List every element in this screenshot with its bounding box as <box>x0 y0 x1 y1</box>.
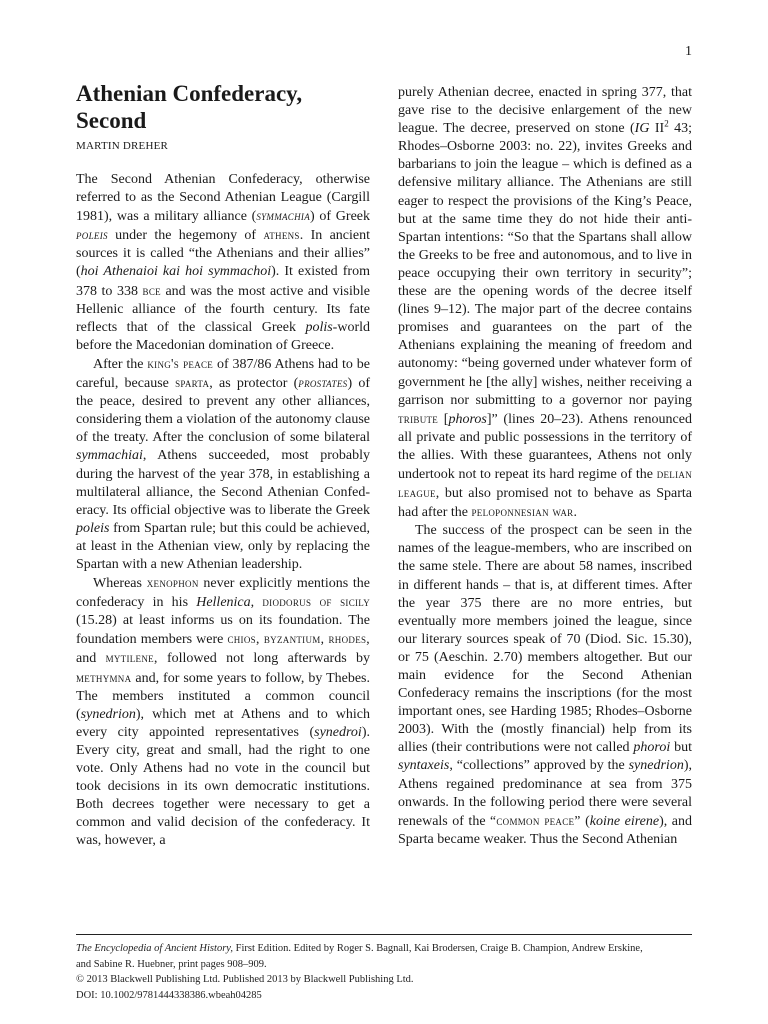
italic-term: synedroi <box>314 724 362 740</box>
italic-term: syntaxeis <box>398 758 450 774</box>
citation-footer <box>76 941 696 1003</box>
cross-reference: delian league <box>398 465 692 501</box>
italic-term: synedrion <box>628 758 684 774</box>
page-number: 1 <box>685 44 692 59</box>
paragraph: After the king's peace of 387/86 Athens had to be careful, because sparta, as protector (prostates) of the peace, desired to prevent any other alliances, considering them a violation of the autonomy clause of the treaty. After the conclusion of some bilateral symmachiai, Athens succeeded, most probably during the harvest of the year 378, in establishing a multilateral alliance, the Second Athenian Confederacy. Its official objective was to liberate the Greek poleis from Spartan rule; but this could be achieved, at least in the Athenian view, only by replacing the Spartan with a new Athenian leadership. <box>76 355 370 572</box>
cross-reference: xenophon <box>146 575 199 591</box>
left-column <box>76 171 370 850</box>
doi-line[interactable]: DOI: 10.1002/9781444338386.wbeah04285 <box>76 989 262 1001</box>
cross-reference: tribute <box>398 410 439 426</box>
paragraph: Whereas xenophon never explicitly mentions the confederacy in his Hellenica, diodorus of sicily (15.28) at least informs us on its foundation. The foundation members were chios, byzantium, rhodes, and mytilene, followed not long afterwards by methymna and, for some years to follow, by Thebes. The members instituted a common council (synedrion), which met at Athens and to which every city appointed representatives (synedroi). Every city, great and small, had the right to one vote. Only Athens had no vote in the council but took decisions in its own democratic institutions. Both decrees together were necessary to get a common and valid decision of the confederacy. It was, however, a <box>76 575 371 849</box>
cross-reference: mytilene, <box>105 650 158 666</box>
paragraph: The Second Athenian Confederacy, otherwise referred to as the Second Athenian League (Cargill 1981), was a military alliance (symmachia) of Greek poleis under the hegemony of athens. In ancient sources it is called “the Athenians and their allies” (hoi Athenaioi kai hoi symmachoi). It existed from 378 to 338 bce and was the most active and visible Hellenic alliance of the fourth century. Its fate reflects that of the classical Greek polis-world before the Macedonian domination of Greece. <box>76 172 370 353</box>
cross-reference: athens <box>263 227 300 243</box>
italic-term: koine eirene <box>589 813 660 829</box>
italic-term: symmachiai <box>76 448 143 464</box>
footer-divider <box>76 934 692 935</box>
edition-editors: First Edition. Edited by Roger S. Bagnall, Kai Brodersen, Craige B. Champion, Andrew Erskine, <box>232 943 643 954</box>
cross-reference: symmachia <box>256 208 311 224</box>
cross-reference: chios, byzantium, rhodes, <box>227 631 370 647</box>
italic-term: synedrion <box>80 706 136 722</box>
cross-reference: king's peace <box>147 355 214 371</box>
copyright-line: © 2013 Blackwell Publishing Ltd. Published 2013 by Blackwell Publishing Ltd. <box>76 974 414 985</box>
article-title: Athenian Confederacy, Second <box>76 81 303 133</box>
italic-term: phoros <box>448 411 487 427</box>
paragraph: purely Athenian decree, enacted in spring 377, that gave rise to the decisive enlargement of the new league. The decree, preserved on stone (IG $II^2$ 43; Rhodes–Osborne 2003: no. 22), invites Greeks and barbarians to join the league – which is defined as a defensive military alliance. The Athenians are still eager to respect the provisions of the King’s Peace, but at the same time they do not hide their anti-Spartan intentions: “So that the Spartans shall allow the Greeks to be free and autonomous, and to live in peace occupying their own territory in security”; these are the opening words of the decree itself (lines 9–12). The major part of the decree contains promises and guarantees on the part of the Athenians explaining the meaning of freedom and autonomy: “being governed under whatever form of government he [the ally] wishes, neither receiving a garrison nor submitting to a governor nor paying tribute [phoros]” (lines 20–23). Athens renounced all private and public possessions in the territory of the allies. With these guarantees, Athens not only undertook not to repeat its hard regime of the delian league, but also promised not to behave as Sparta had after the peloponnesian war. <box>398 85 693 521</box>
italic-term: Hellenica <box>196 595 251 611</box>
italic-term: poleis <box>76 520 110 536</box>
italic-term: IG <box>634 121 650 137</box>
cross-reference: methymna <box>76 669 132 685</box>
citation-line-2: and Sabine R. Huebner, print pages 908–909. <box>76 958 267 970</box>
italic-term: polis <box>305 319 333 335</box>
cross-reference: “common peace” <box>490 812 581 828</box>
cross-reference: poleis <box>76 227 108 243</box>
italic-term: phoroi <box>633 740 671 756</box>
citation-line-1 <box>76 941 696 957</box>
paragraph: The success of the prospect can be seen in the names of the league-members, who are inscribed on the same stele. There are about 58 names, inscribed in different hands – that is, at different times. After the year 375 there are no more entries, but eventually more members joined the league, since our literary sources speak of 70 (Diod. Sic. 15.30), or 75 (Aeschin. 2.70) members altogether. But our main evidence for the Second Athenian Confederacy remains the inscriptions (for the most important ones, see Harding 1985; Rhodes–Osborne 2003). With the (mostly financial) help from its allies (their contributions were not called phoroi but syntaxeis, “collections” approved by the synedrion), Athens regained predominance at sea from 375 onwards. In the following period there were several renewals of the “common peace” (koine eirene), and Sparta became weaker. Thus the Second Athenian <box>398 523 692 847</box>
cross-reference: prostates <box>298 375 348 391</box>
cross-reference: bce <box>142 282 161 298</box>
italic-term: hoi Athenaioi kai hoi symmachoi <box>80 264 272 280</box>
article-author: MARTIN DREHER <box>76 140 169 152</box>
encyclopedia-title: The Encyclopedia of Ancient History, <box>76 943 233 954</box>
right-column <box>398 84 692 849</box>
cross-reference: sparta <box>175 375 210 391</box>
cross-reference: diodorus of sicily <box>262 594 370 610</box>
cross-reference: peloponnesian war <box>471 504 574 520</box>
